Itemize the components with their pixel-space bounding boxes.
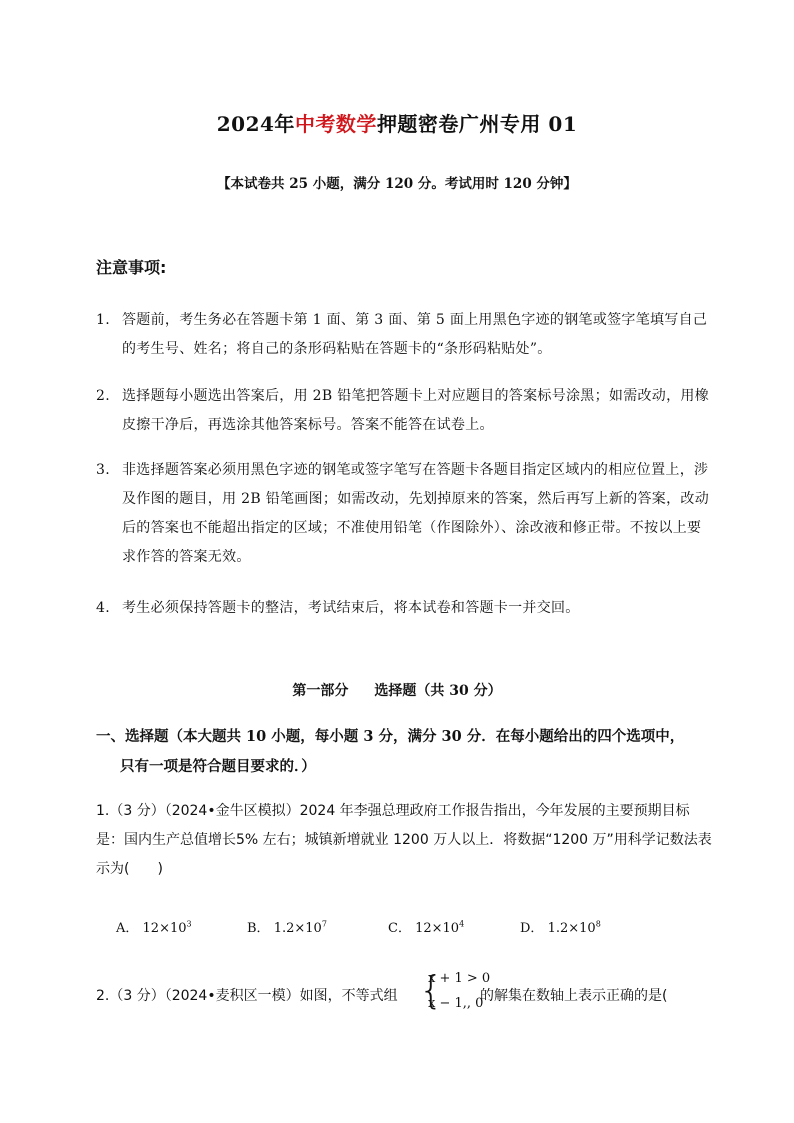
inequality-line-2: x − 1,, 0 <box>428 996 484 1011</box>
notice-item-text: 考生必须保持答题卡的整洁，考试结束后，将本试卷和答题卡一并交回。 <box>122 600 580 616</box>
left-brace-symbol: { <box>419 968 444 1012</box>
option-exponent: 8 <box>595 919 601 929</box>
option-base: 12×10 <box>415 921 460 936</box>
option-label: D． <box>520 921 544 936</box>
question-2-text-before: 2.（3 分）（2024•麦积区一模）如图，不等式组 <box>96 988 398 1004</box>
notice-item-text: 非选择题答案必须用黑色字迹的钢笔或签字笔写在答题卡各题目指定区域内的相应位置上，涉及作图的题目，用 2B 铅笔画图；如需改动，先划掉原来的答案，然后再写上新的答案，改动后的答案也不能超出指定的区域；不准使用铅笔（作图除外）、涂改液和修正带。不按以上要求作答的答案无效。 <box>122 462 709 565</box>
question-1-text: 1.（3 分）（2024•金牛区模拟）2024 年李强总理政府工作报告指出，今年发展的主要预期目标是：国内生产总值增长5% 左右；城镇新增就业 1200 万人以上．将数据“1200 万”用科学记数法表示为( ) <box>96 803 712 877</box>
option-d[interactable] <box>520 917 601 936</box>
option-label: B． <box>247 921 270 936</box>
question-2-text-after: 的解集在数轴上表示正确的是( <box>480 988 668 1004</box>
title-rest: 押题密卷广州专用 01 <box>376 112 578 136</box>
option-exponent: 7 <box>321 919 327 929</box>
notice-heading: 注意事项: <box>96 258 167 277</box>
notice-item <box>96 306 714 364</box>
option-a[interactable] <box>116 917 192 936</box>
notice-item <box>96 382 714 440</box>
part-title: 选择题（共 30 分） <box>374 683 502 699</box>
option-label: A． <box>116 921 139 936</box>
option-b[interactable] <box>247 917 327 936</box>
section-heading-line2: 只有一项是符合题目要求的．） <box>120 758 316 775</box>
option-base: 12×10 <box>142 921 187 936</box>
section-heading-line1: 一、选择题（本大题共 10 小题，每小题 3 分，满分 30 分．在每小题给出的四个选项中， <box>96 728 685 745</box>
notice-item <box>96 456 714 572</box>
notice-item-number: 1. <box>96 312 110 328</box>
option-exponent: 3 <box>186 919 192 929</box>
option-label: C． <box>388 921 411 936</box>
option-exponent: 4 <box>459 919 465 929</box>
page-title <box>0 108 794 137</box>
question-2 <box>96 968 716 1015</box>
title-highlight: 中考数学 <box>294 112 377 136</box>
exam-info: 【本试卷共 25 小题，满分 120 分。考试用时 120 分钟】 <box>217 176 577 192</box>
question-1-options <box>116 917 716 939</box>
inequality-line-1: x + 1 > 0 <box>428 971 491 986</box>
notice-item-text: 选择题每小题选出答案后，用 2B 铅笔把答题卡上对应题目的答案标号涂黑；如需改动，用橡皮擦干净后，再选涂其他答案标号。答案不能答在试卷上。 <box>122 388 709 433</box>
option-base: 1.2×10 <box>547 921 596 936</box>
notice-item-number: 4. <box>96 600 110 616</box>
title-year: 2024年 <box>216 112 295 136</box>
section-heading <box>96 722 714 782</box>
option-c[interactable] <box>388 917 464 936</box>
option-base: 1.2×10 <box>273 921 322 936</box>
part-label: 第一部分 <box>292 683 349 699</box>
notice-item-text: 答题前，考生务必在答题卡第 1 面、第 3 面、第 5 面上用黑色字迹的钢笔或签字笔填写自己的考生号、姓名；将自己的条形码粘贴在答题卡的“条形码粘贴处”。 <box>122 312 708 357</box>
part-heading <box>0 680 794 700</box>
notice-item-number: 2. <box>96 388 110 404</box>
notice-item-number: 3. <box>96 462 110 478</box>
notice-item <box>96 594 714 623</box>
